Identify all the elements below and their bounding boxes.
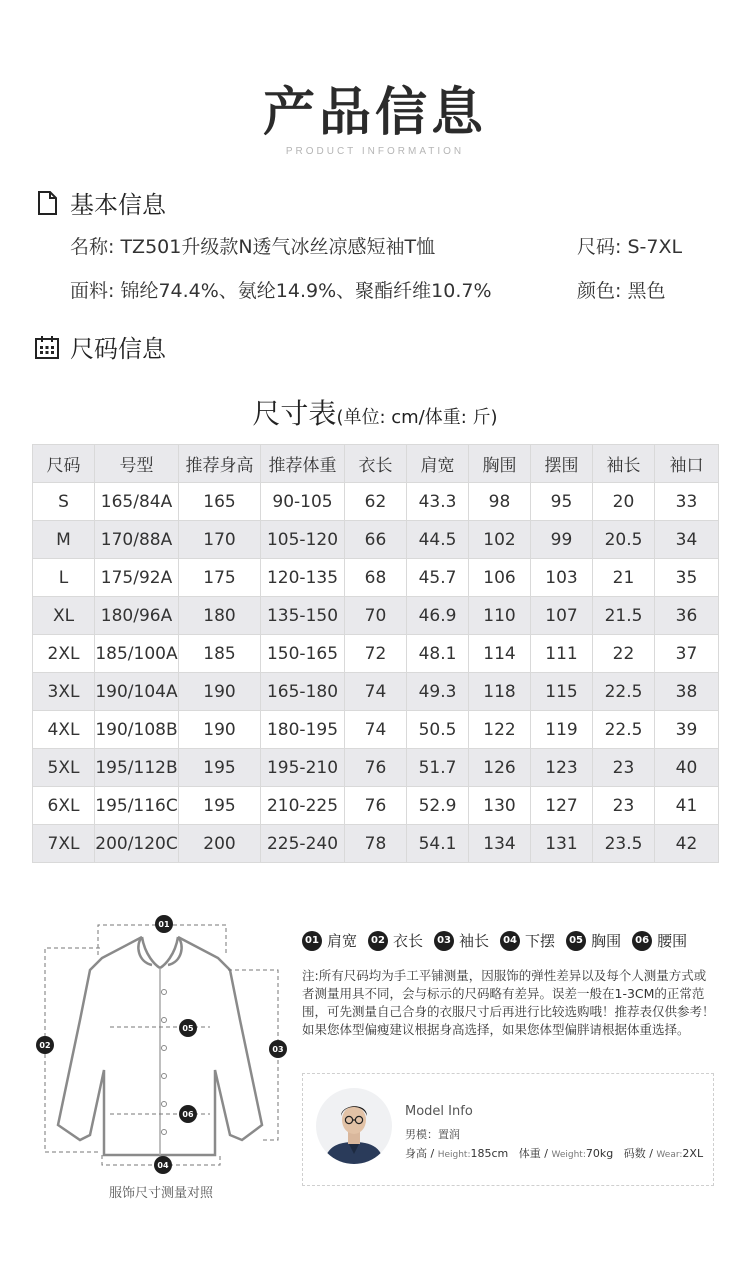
table-cell: 23.5 [593, 825, 655, 863]
table-cell: 200/120C [95, 825, 179, 863]
table-cell: 119 [531, 711, 593, 749]
measure-lines [45, 925, 278, 1165]
table-cell: 195 [179, 749, 261, 787]
color-value: 黑色 [627, 280, 666, 302]
table-cell: 66 [345, 521, 407, 559]
table-cell: 2XL [33, 635, 95, 673]
name-row [70, 232, 435, 259]
basic-info-heading [34, 185, 166, 220]
table-cell: 180-195 [261, 711, 345, 749]
table-cell: 72 [345, 635, 407, 673]
model-weight-en: Weight: [551, 1150, 586, 1160]
table-cell: 134 [469, 825, 531, 863]
table-cell: 35 [655, 559, 719, 597]
legend-label: 袖长 [459, 932, 490, 950]
model-weight-value: 70kg [585, 1147, 614, 1160]
table-cell: 23 [593, 749, 655, 787]
legend-number-badge: 03 [434, 931, 454, 951]
table-cell: 54.1 [407, 825, 469, 863]
column-header: 胸围 [469, 445, 531, 483]
table-cell: 99 [531, 521, 593, 559]
table-cell: 111 [531, 635, 593, 673]
column-header: 尺码 [33, 445, 95, 483]
table-cell: 20 [593, 483, 655, 521]
table-cell: 127 [531, 787, 593, 825]
table-cell: 130 [469, 787, 531, 825]
column-header: 推荐身高 [179, 445, 261, 483]
table-row [33, 673, 719, 711]
fabric-row [70, 276, 492, 303]
measurement-note: 注:所有尺码均为手工平铺测量，因服饰的弹性差异以及每个人测量方式或者测量用具不同，会与标示的尺码略有差异。误差一般在1-3CM的正常范围，可先测量自己合身的衣服尺寸后再进行比较选购哦！推荐表仅供参考！如果您体型偏瘦建议根据身高选择，如果您体型偏胖请根据体重选择。 [302, 968, 715, 1037]
table-cell: 126 [469, 749, 531, 787]
table-cell: 175 [179, 559, 261, 597]
table-unit: (单位: cm/体重: 斤) [336, 407, 498, 428]
table-cell: 52.9 [407, 787, 469, 825]
table-cell: 5XL [33, 749, 95, 787]
model-weight-label: 体重 / [518, 1147, 548, 1160]
column-header: 摆围 [531, 445, 593, 483]
table-cell: 50.5 [407, 711, 469, 749]
table-cell: 20.5 [593, 521, 655, 559]
legend-number-badge: 05 [566, 931, 586, 951]
table-cell: 110 [469, 597, 531, 635]
column-header: 号型 [95, 445, 179, 483]
table-cell: 131 [531, 825, 593, 863]
table-cell: 225-240 [261, 825, 345, 863]
table-cell: 33 [655, 483, 719, 521]
table-cell: 165/84A [95, 483, 179, 521]
measurement-legend [302, 930, 698, 951]
table-row [33, 559, 719, 597]
legend-number-badge: 01 [302, 931, 322, 951]
table-cell: 41 [655, 787, 719, 825]
table-cell: L [33, 559, 95, 597]
table-cell: S [33, 483, 95, 521]
table-cell: XL [33, 597, 95, 635]
table-row [33, 521, 719, 559]
size-table [32, 444, 719, 863]
table-cell: 36 [655, 597, 719, 635]
table-cell: 123 [531, 749, 593, 787]
column-header: 肩宽 [407, 445, 469, 483]
column-header: 袖长 [593, 445, 655, 483]
column-header: 袖口 [655, 445, 719, 483]
table-cell: 74 [345, 711, 407, 749]
table-cell: 115 [531, 673, 593, 711]
table-cell: 170/88A [95, 521, 179, 559]
legend-item [302, 930, 357, 951]
table-cell: 105-120 [261, 521, 345, 559]
table-cell: 40 [655, 749, 719, 787]
table-title [0, 392, 750, 432]
table-cell: 7XL [33, 825, 95, 863]
table-cell: 114 [469, 635, 531, 673]
page-subtitle: PRODUCT INFORMATION [285, 146, 465, 157]
model-avatar [316, 1088, 392, 1164]
table-cell: 190/108B [95, 711, 179, 749]
table-cell: 185/100A [95, 635, 179, 673]
document-icon [34, 190, 60, 216]
model-size-label: 码数 / [623, 1147, 653, 1160]
model-name: 男模：置润 [405, 1128, 460, 1141]
page-title: 产品信息 [262, 83, 487, 143]
shirt-diagram-svg [30, 910, 300, 1180]
table-cell: 51.7 [407, 749, 469, 787]
table-cell: 95 [531, 483, 593, 521]
table-cell: 45.7 [407, 559, 469, 597]
legend-item [434, 930, 489, 951]
table-cell: 44.5 [407, 521, 469, 559]
table-cell: 90-105 [261, 483, 345, 521]
table-row [33, 635, 719, 673]
table-cell: 3XL [33, 673, 95, 711]
table-cell: 22.5 [593, 711, 655, 749]
table-cell: 23 [593, 787, 655, 825]
model-height-label: 身高 / [405, 1147, 435, 1160]
table-body [33, 483, 719, 863]
legend-item [368, 930, 423, 951]
table-cell: 180 [179, 597, 261, 635]
model-height-value: 185cm [470, 1147, 509, 1160]
table-cell: 175/92A [95, 559, 179, 597]
table-cell: 34 [655, 521, 719, 559]
table-cell: 180/96A [95, 597, 179, 635]
table-cell: 165-180 [261, 673, 345, 711]
table-cell: 22 [593, 635, 655, 673]
legend-item [632, 930, 687, 951]
table-cell: 190/104A [95, 673, 179, 711]
model-size-value: 2XL [682, 1147, 704, 1160]
table-row [33, 787, 719, 825]
table-cell: 39 [655, 711, 719, 749]
name-label: 名称: [70, 236, 115, 258]
table-cell: 135-150 [261, 597, 345, 635]
table-cell: 190 [179, 711, 261, 749]
table-cell: M [33, 521, 95, 559]
legend-label: 胸围 [591, 932, 622, 950]
color-row [577, 276, 665, 303]
table-cell: 70 [345, 597, 407, 635]
legend-label: 腰围 [657, 932, 688, 950]
table-cell: 37 [655, 635, 719, 673]
model-size-en: Wear: [656, 1150, 683, 1160]
table-cell: 106 [469, 559, 531, 597]
table-row [33, 749, 719, 787]
table-cell: 190 [179, 673, 261, 711]
table-cell: 38 [655, 673, 719, 711]
table-cell: 195/116C [95, 787, 179, 825]
model-height-en: Height: [437, 1150, 471, 1160]
table-cell: 118 [469, 673, 531, 711]
table-cell: 200 [179, 825, 261, 863]
table-cell: 76 [345, 787, 407, 825]
size-label: 尺码: [577, 236, 622, 258]
size-row [577, 232, 682, 259]
table-cell: 21.5 [593, 597, 655, 635]
legend-label: 下摆 [525, 932, 556, 950]
table-cell: 4XL [33, 711, 95, 749]
table-cell: 165 [179, 483, 261, 521]
table-cell: 43.3 [407, 483, 469, 521]
size-value: S-7XL [627, 236, 683, 258]
table-cell: 74 [345, 673, 407, 711]
table-row [33, 597, 719, 635]
table-cell: 103 [531, 559, 593, 597]
table-row [33, 825, 719, 863]
table-cell: 120-135 [261, 559, 345, 597]
table-cell: 78 [345, 825, 407, 863]
size-info-heading-label: 尺码信息 [70, 335, 166, 363]
color-label: 颜色: [577, 280, 622, 302]
table-cell: 49.3 [407, 673, 469, 711]
table-cell: 21 [593, 559, 655, 597]
table-cell: 46.9 [407, 597, 469, 635]
table-cell: 68 [345, 559, 407, 597]
size-info-heading [34, 329, 166, 364]
table-row [33, 483, 719, 521]
table-cell: 107 [531, 597, 593, 635]
table-cell: 195-210 [261, 749, 345, 787]
name-value: TZ501升级款N透气冰丝凉感短袖T恤 [120, 236, 436, 258]
table-cell: 210-225 [261, 787, 345, 825]
legend-number-badge: 04 [500, 931, 520, 951]
calendar-icon [34, 334, 60, 360]
legend-label: 衣长 [393, 932, 424, 950]
legend-item [500, 930, 555, 951]
model-info-title: Model Info [405, 1104, 473, 1119]
column-header: 推荐体重 [261, 445, 345, 483]
table-cell: 62 [345, 483, 407, 521]
table-cell: 150-165 [261, 635, 345, 673]
table-row [33, 711, 719, 749]
basic-info-heading-label: 基本信息 [70, 191, 166, 219]
model-stats [405, 1145, 703, 1161]
fabric-value: 锦纶74.4%、氨纶14.9%、聚酯纤维10.7% [120, 280, 492, 302]
table-cell: 185 [179, 635, 261, 673]
table-cell: 195/112B [95, 749, 179, 787]
table-cell: 102 [469, 521, 531, 559]
table-cell: 195 [179, 787, 261, 825]
fabric-label: 面料: [70, 280, 115, 302]
legend-item [566, 930, 621, 951]
measurement-diagram: 01 02 03 04 05 06 [30, 910, 300, 1180]
table-cell: 42 [655, 825, 719, 863]
table-header-row [33, 445, 719, 483]
table-cell: 48.1 [407, 635, 469, 673]
table-cell: 6XL [33, 787, 95, 825]
table-title-text: 尺寸表 [252, 397, 337, 430]
table-cell: 22.5 [593, 673, 655, 711]
column-header: 衣长 [345, 445, 407, 483]
table-cell: 122 [469, 711, 531, 749]
table-cell: 76 [345, 749, 407, 787]
diagram-caption: 服饰尺寸测量对照 [108, 1186, 213, 1201]
table-cell: 170 [179, 521, 261, 559]
legend-number-badge: 02 [368, 931, 388, 951]
table-cell: 98 [469, 483, 531, 521]
legend-number-badge: 06 [632, 931, 652, 951]
legend-label: 肩宽 [327, 932, 358, 950]
